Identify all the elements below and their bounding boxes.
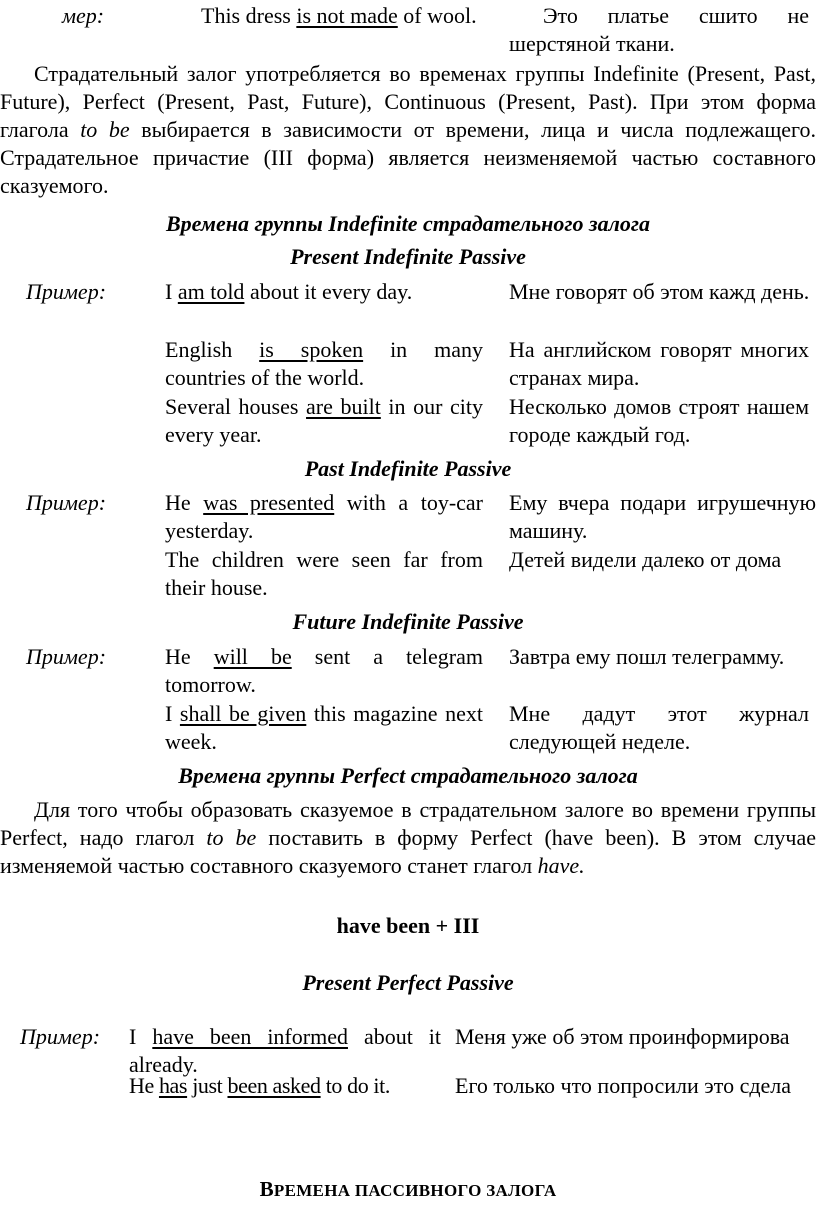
example-english: English is spoken in many countries of the world.: [165, 337, 483, 390]
example-russian: На английском говорят многих странах мира.: [509, 337, 809, 390]
example-label: Пример:: [26, 644, 107, 669]
formula: have been + III: [336, 913, 480, 938]
subheading-future-indefinite: Future Indefinite Passive: [292, 609, 524, 634]
example-russian: Несколько домов строят нашем городе каждый год.: [509, 394, 809, 447]
example-label: Пример:: [20, 1024, 101, 1049]
subheading-present-perfect: Present Perfect Passive: [302, 970, 514, 995]
example-english: I am told about it every day.: [165, 279, 413, 304]
example-english: I shall be given this magazine next week.: [165, 701, 484, 754]
example-label: Пример:: [26, 279, 107, 304]
subheading-present-indefinite: Present Indefinite Passive: [290, 244, 526, 269]
example-english: Several houses are built in our city every year.: [165, 394, 483, 447]
example-english: The children were seen far from their house.: [165, 547, 483, 600]
example-russian: Это платье сшито не шерстяной ткани.: [509, 3, 809, 56]
example-english: He will be sent a telegram tomorrow.: [165, 644, 483, 697]
example-english: I have been informed about it already.: [129, 1024, 442, 1077]
example-russian: Мне дадут этот журнал следующей неделе.: [509, 701, 809, 754]
example-russian: Детей видели далеко от дома: [509, 547, 782, 572]
example-english: This dress is not made of wool.: [201, 3, 477, 28]
example-russian: Мне говорят об этом кажд день.: [509, 279, 810, 304]
example-label: Пример:: [26, 490, 107, 515]
example-english: He was presented with a toy-car yesterday.: [165, 490, 483, 543]
perfect-paragraph: Для того чтобы образовать сказуемое в страдательном залоге во времени группы Perfect, надо глагол to be поставить в форму Perfect (have been). В этом случае изменяемой частью составного сказуемого станет глагол have.: [0, 797, 816, 878]
section-heading-perfect: Времена группы Perfect страдательного залога: [178, 763, 638, 788]
footer-heading: ВРЕМЕНА ПАССИВНОГО ЗАЛОГА: [259, 1177, 557, 1201]
subheading-past-indefinite: Past Indefinite Passive: [304, 456, 512, 481]
example-russian: Ему вчера подари игрушечную машину.: [509, 490, 816, 543]
section-heading-indefinite: Времена группы Indefinite страдательного залога: [166, 211, 650, 236]
example-label: мер:: [62, 3, 105, 28]
intro-paragraph: Страдательный залог употребляется во временах группы Indefinite (Present, Past, Future), Perfect (Present, Past, Future), Continuous (Present, Past). При этом форма глагола to be выбирается в зависимости от времени, лица и числа подлежащего. Страдательное причастие (III форма) является неизменяемой частью составного сказуемого.: [0, 61, 816, 198]
example-russian: Его только что попросили это сдела: [455, 1073, 792, 1098]
example-russian: Завтра ему пошл телеграмму.: [509, 644, 785, 669]
example-russian: Меня уже об этом проинформирова: [455, 1024, 790, 1049]
example-english: He has just been asked to do it.: [129, 1073, 390, 1098]
